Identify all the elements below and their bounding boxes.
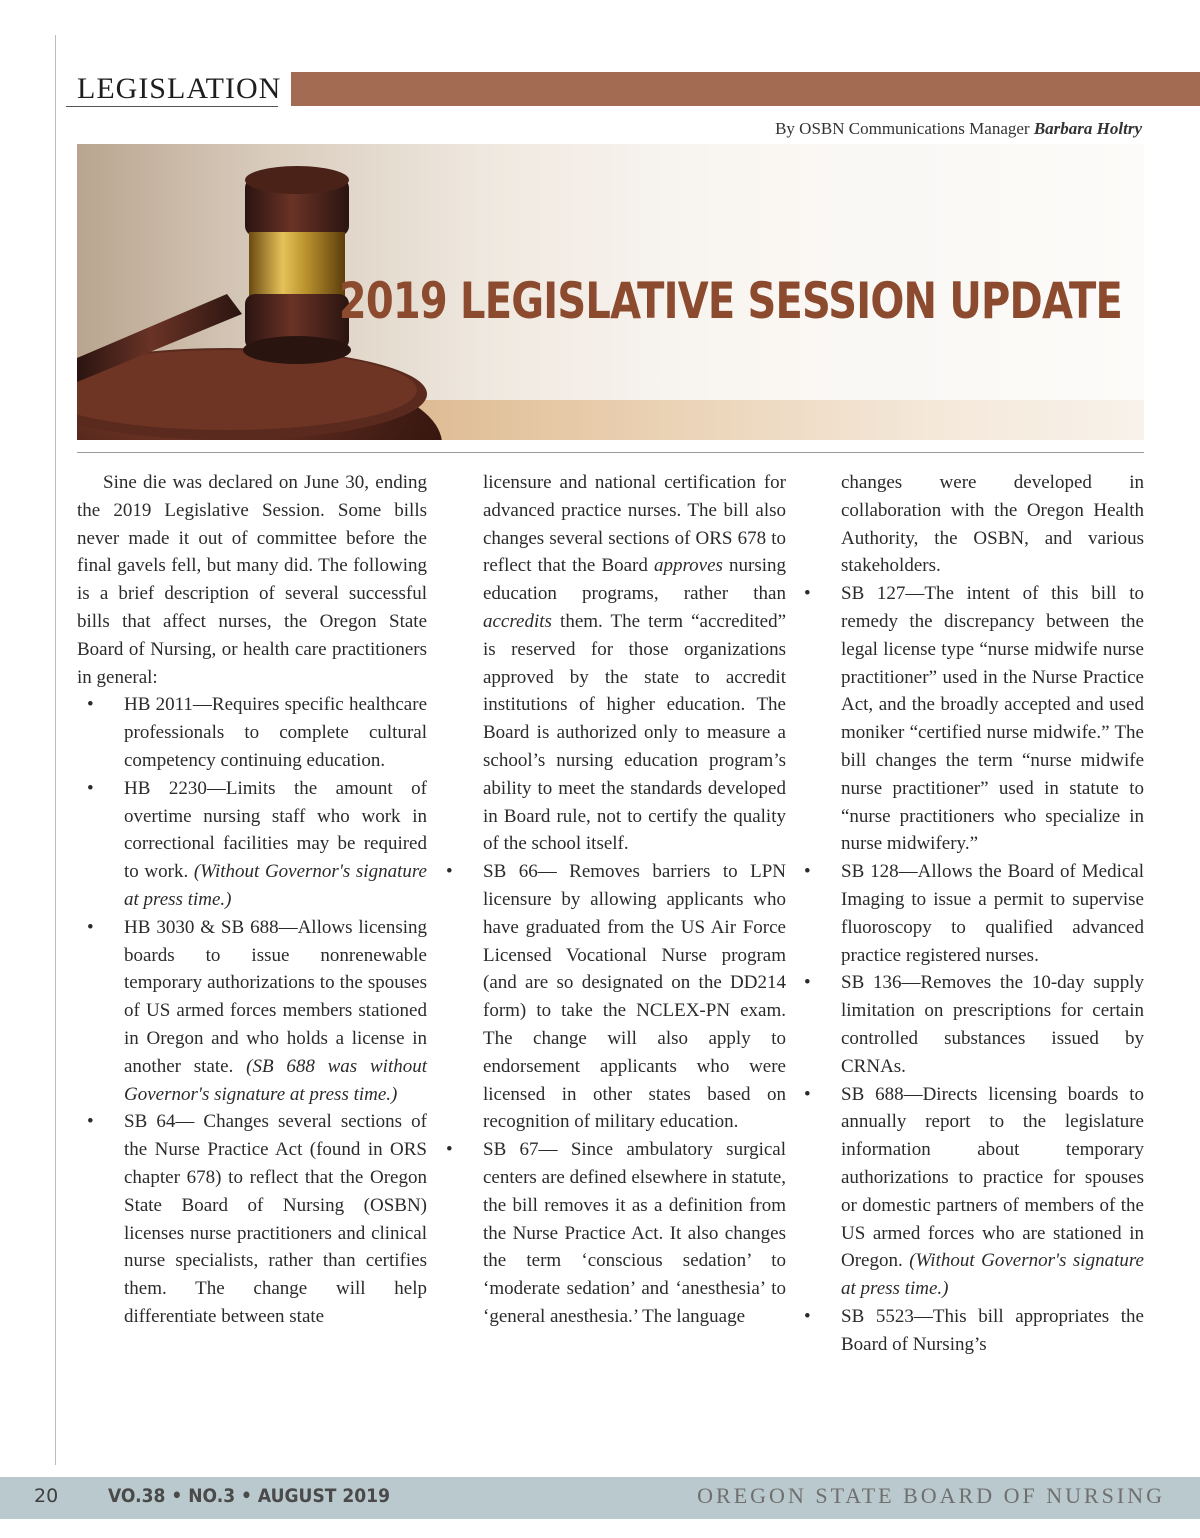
list-item bbox=[794, 969, 1144, 1080]
bill-sb64-cont: licensure and national certification for advanced practice nurses. The bill also changes several sections of ORS 678 to reflect that the Board bbox=[483, 472, 786, 577]
bill-hb3030-note: (SB 688 was without Governor's signature at press time.) bbox=[124, 1055, 427, 1105]
list-item bbox=[794, 1081, 1144, 1303]
column-1 bbox=[77, 469, 427, 1331]
list-item bbox=[77, 691, 427, 774]
column-2 bbox=[436, 469, 786, 1331]
list-item bbox=[436, 1136, 786, 1331]
bill-sb136: SB 136—Removes the 10-day supply limitation on prescriptions for certain controlled substances issued by CRNAs. bbox=[841, 972, 1144, 1077]
publication-name: OREGON STATE BOARD OF NURSING bbox=[697, 1483, 1165, 1508]
list-item bbox=[77, 914, 427, 1109]
section-color-bar bbox=[278, 72, 1200, 106]
bill-sb64: SB 64— Changes several sections of the Nurse Practice Act (found in ORS chapter 678) to reflect that the Oregon State Board of Nursing (OSBN) licenses nurse practitioners and clinical nurse specialists, rather than certifies them. The change will help differentiate between state bbox=[124, 1111, 427, 1327]
page-title: 2019 LEGISLATIVE SESSION UPDATE bbox=[338, 272, 1122, 330]
list-item-continued bbox=[436, 469, 786, 858]
bill-sb64-cont: them. The term “accredited” is reserved for those organizations approved by the state to accredit institutions of higher education. The Board is authorized only to measure a school’s nursing education program’s ability to meet the standards developed in Board rule, not to certify the quality of the school itself. bbox=[483, 610, 786, 855]
list-item bbox=[794, 858, 1144, 969]
issue-info: VO.38 • NO.3 • AUGUST 2019 bbox=[108, 1485, 390, 1507]
page-number: 20 bbox=[34, 1485, 59, 1507]
list-item bbox=[77, 1108, 427, 1330]
bill-sb127: SB 127—The intent of this bill to remedy the discrepancy between the legal license type “nurse midwife nurse practitioner” used in the Nurse Practice Act, and the broadly accepted and used moniker “certified nurse midwife.” The bill changes the term “nurse midwife nurse practitioner” used in statute to “nurse practitioners who specialize in nurse midwifery.” bbox=[841, 583, 1144, 855]
bill-sb66: SB 66— Removes barriers to LPN licensure by allowing applicants who have graduated from the US Air Force Licensed Vocational Nurse program (and are so designated on the DD214 form) to take the NCLEX-PN exam. The change will also apply to endorsement applicants who were licensed in other states based on recognition of military education. bbox=[483, 861, 786, 1133]
bill-sb64-cont: nursing education programs, rather than bbox=[483, 555, 786, 605]
bill-sb67: SB 67— Since ambulatory surgical centers are defined elsewhere in statute, the bill removes it as a definition from the Nurse Practice Act. It also changes the term ‘conscious sedation’ to ‘moderate sedation’ and ‘anesthesia’ to ‘general anesthesia.’ The language bbox=[483, 1139, 786, 1327]
hero-divider bbox=[77, 452, 1144, 453]
hero-banner bbox=[77, 144, 1144, 440]
bill-sb688-note: (Without Governor's signature at press time.) bbox=[841, 1250, 1144, 1300]
bill-sb128: SB 128—Allows the Board of Medical Imaging to issue a permit to supervise fluoroscopy to qualified advanced practice registered nurses. bbox=[841, 861, 1144, 966]
byline-author: Barbara Holtry bbox=[1033, 119, 1142, 138]
list-item bbox=[794, 1303, 1144, 1359]
byline bbox=[775, 119, 1142, 139]
list-item bbox=[794, 580, 1144, 858]
section-header bbox=[0, 72, 1200, 106]
section-label: LEGISLATION bbox=[77, 72, 291, 106]
list-item bbox=[77, 775, 427, 914]
bill-list-2 bbox=[436, 469, 786, 1331]
list-item-continued bbox=[794, 469, 1144, 580]
emphasis: approves bbox=[653, 555, 723, 577]
bill-hb2011: HB 2011—Requires specific healthcare professionals to complete cultural competency continuing education. bbox=[124, 694, 427, 771]
list-item bbox=[436, 858, 786, 1136]
emphasis: accredits bbox=[483, 610, 552, 632]
section-underline bbox=[66, 106, 278, 107]
bill-hb2230: HB 2230—Limits the amount of overtime nursing staff who work in correctional facilities may be required to work. bbox=[124, 777, 427, 883]
page-footer bbox=[0, 1477, 1200, 1519]
bill-sb67-cont: changes were developed in collaboration with the Oregon Health Authority, the OSBN, and various stakeholders. bbox=[841, 472, 1144, 577]
bill-list-3 bbox=[794, 469, 1144, 1359]
bill-list-1 bbox=[77, 691, 427, 1330]
bill-hb3030: HB 3030 & SB 688—Allows licensing boards to issue nonrenewable temporary authorizations to the spouses of US armed forces members stationed in Oregon and who holds a license in another state. bbox=[124, 916, 427, 1077]
bill-sb688: SB 688—Directs licensing boards to annually report to the legislature information about temporary authorizations to practice for spouses or domestic partners of members of the US armed forces who are stationed in Oregon. bbox=[841, 1083, 1144, 1272]
margin-rule bbox=[55, 35, 56, 1465]
column-3 bbox=[794, 469, 1144, 1359]
byline-prefix: By OSBN Communications Manager bbox=[775, 119, 1030, 138]
bill-hb2230-note: (Without Governor's signature at press time.) bbox=[124, 861, 427, 910]
intro-paragraph: Sine die was declared on June 30, ending the 2019 Legislative Session. Some bills never made it out of committee before the final gavels fell, but many did. The following is a brief description of several successful bills that affect nurses, the Oregon State Board of Nursing, or health care practitioners in general: bbox=[77, 472, 427, 688]
bill-sb5523: SB 5523—This bill appropriates the Board of Nursing’s bbox=[841, 1305, 1144, 1355]
